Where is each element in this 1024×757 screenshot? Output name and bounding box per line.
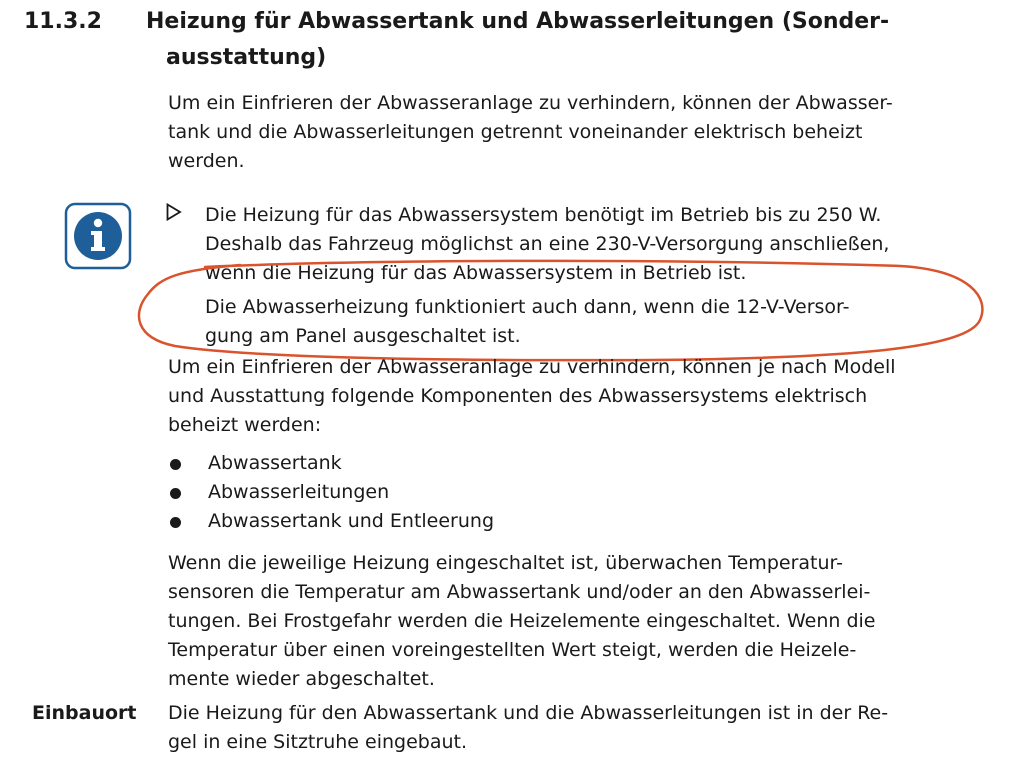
text-line: Die Heizung für den Abwassertank und die Abwasserleitungen ist in der Re- [168,702,889,724]
highlight-stroke [139,261,982,360]
text-line: werden. [168,150,245,172]
section-title-line: Heizung für Abwassertank und Abwasserleitungen (Sonder- [146,9,890,34]
bullet-icon [170,517,181,528]
triangle-right-icon [166,203,182,221]
text-line: beheizt werden: [168,414,322,436]
text-line: Wenn die jeweilige Heizung eingeschaltet ist, überwachen Temperatur- [168,552,843,574]
sensor-paragraph [168,549,876,694]
section-title-line: ausstattung) [166,45,327,70]
text-line: Die Abwasserheizung funktioniert auch dann, wenn die 12-V-Versor- [205,296,850,318]
section-title [146,4,966,76]
text-line: gung am Panel ausgeschaltet ist. [205,325,521,347]
text-line: wenn die Heizung für das Abwassersystem in Betrieb ist. [205,262,747,284]
intro-paragraph [168,89,893,176]
list-item-label: Abwassertank [208,452,342,474]
components-paragraph [168,353,896,440]
text-line: Um ein Einfrieren der Abwasseranlage zu verhindern, können je nach Modell [168,356,896,378]
text-line: Um ein Einfrieren der Abwasseranlage zu verhindern, können der Abwasser- [168,92,893,114]
bullet-icon [170,459,181,470]
highlight-ellipse [130,258,990,368]
text-line: Temperatur über einen voreingestellten Wert steigt, werden die Heizele- [168,639,857,661]
text-line: und Ausstattung folgende Komponenten des Abwassersystems elektrisch [168,385,868,407]
list-item-label: Abwasserleitungen [208,481,390,503]
text-line: Die Heizung für das Abwassersystem benötigt im Betrieb bis zu 250 W. [205,204,882,226]
bullet-icon [170,488,181,499]
text-line: tank und die Abwasserleitungen getrennt voneinander elektrisch beheizt [168,121,863,143]
text-line: sensoren die Temperatur am Abwassertank und/oder an den Abwasserlei- [168,581,871,603]
text-line: Deshalb das Fahrzeug möglichst an eine 230-V-Versorgung anschließen, [205,233,890,255]
text-line: gel in eine Sitztruhe eingebaut. [168,731,467,753]
installation-paragraph [168,699,888,757]
installation-label: Einbauort [32,702,137,724]
text-line: mente wieder abgeschaltet. [168,668,435,690]
text-line: tungen. Bei Frostgefahr werden die Heizelemente eingeschaltet. Wenn die [168,610,876,632]
section-number: 11.3.2 [24,9,102,34]
list-item-label: Abwassertank und Entleerung [208,510,495,532]
info-icon [64,202,132,270]
